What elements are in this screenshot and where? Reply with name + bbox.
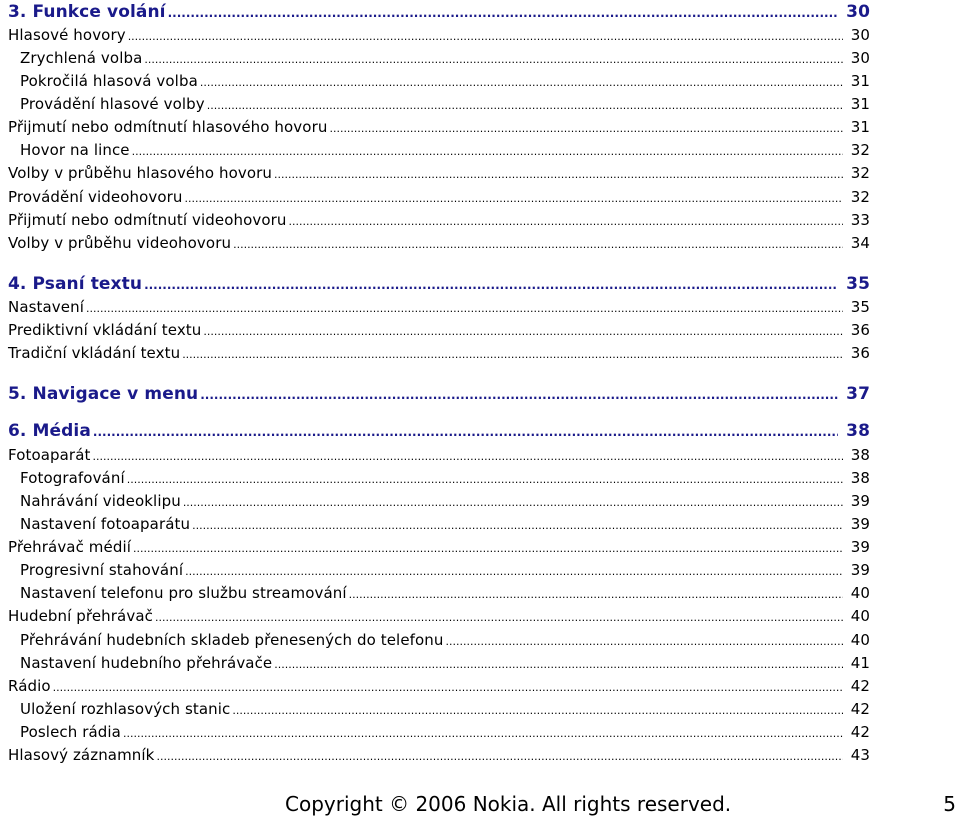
toc-dot-leader xyxy=(123,723,843,741)
toc-entry-title: Hudební přehrávač xyxy=(8,607,153,625)
toc-entry-title: Přehrávání hudebních skladeb přenesených do telefonu xyxy=(20,631,444,649)
toc-entry-title: Provádění hlasové volby xyxy=(20,95,205,113)
toc-entry[interactable] xyxy=(8,49,870,72)
toc-page-number: 38 xyxy=(850,446,870,464)
toc-page-number: 41 xyxy=(850,654,870,672)
toc-entry-title: Nastavení fotoaparátu xyxy=(20,515,191,533)
toc-entry[interactable] xyxy=(8,446,870,469)
toc-entry-title: Fotoaparát xyxy=(8,446,91,464)
toc-chapter[interactable] xyxy=(8,274,870,300)
toc-dot-leader xyxy=(144,274,838,294)
toc-entry-title: Uložení rozhlasových stanic xyxy=(20,700,231,718)
toc-dot-leader xyxy=(93,421,838,441)
toc-entry-title: Hovor na lince xyxy=(20,141,130,159)
toc-dot-leader xyxy=(183,492,843,510)
toc-chapter[interactable] xyxy=(8,421,870,447)
toc-page-number: 40 xyxy=(850,584,870,602)
toc-entry-title: Poslech rádia xyxy=(20,723,121,741)
toc-entry[interactable] xyxy=(8,164,870,187)
toc-page-number: 39 xyxy=(850,561,870,579)
toc-entry-title: Provádění videohovoru xyxy=(8,188,183,206)
toc-page-number: 34 xyxy=(850,234,870,252)
toc-dot-leader xyxy=(182,344,843,362)
toc-page-number: 33 xyxy=(850,211,870,229)
toc-entry-title: Tradiční vkládání textu xyxy=(8,344,181,362)
toc-entry-title: 3. Funkce volání xyxy=(8,2,166,22)
toc-page-number: 32 xyxy=(850,188,870,206)
toc-entry-title: Nastavení telefonu pro službu streamování xyxy=(20,584,347,602)
toc-entry-title: Pokročilá hlasová volba xyxy=(20,72,198,90)
toc-dot-leader xyxy=(203,321,842,339)
toc-entry[interactable] xyxy=(8,26,870,49)
page-number: 5 xyxy=(943,792,956,816)
toc-entry[interactable] xyxy=(8,700,870,723)
toc-entry[interactable] xyxy=(8,321,870,344)
toc-entry[interactable] xyxy=(8,188,870,211)
toc-page-number: 39 xyxy=(850,538,870,556)
toc-dot-leader xyxy=(53,677,843,695)
toc-entry-title: Přijmutí nebo odmítnutí hlasového hovoru xyxy=(8,118,328,136)
toc-entry-title: Volby v průběhu hlasového hovoru xyxy=(8,164,273,182)
toc-entry[interactable] xyxy=(8,344,870,367)
toc-entry-title: Prediktivní vkládání textu xyxy=(8,321,202,339)
toc-dot-leader xyxy=(349,584,843,602)
toc-dot-leader xyxy=(156,746,842,764)
toc-dot-leader xyxy=(274,164,843,182)
toc-page-number: 43 xyxy=(850,746,870,764)
toc-dot-leader xyxy=(207,95,843,113)
toc-dot-leader xyxy=(144,49,842,67)
toc-entry-title: Přehrávač médií xyxy=(8,538,131,556)
toc-entry-title: Nastavení hudebního přehrávače xyxy=(20,654,273,672)
toc-dot-leader xyxy=(446,631,843,649)
toc-entry[interactable] xyxy=(8,746,870,769)
toc-page-number: 31 xyxy=(850,118,870,136)
toc-page-number: 37 xyxy=(846,384,870,404)
toc-entry[interactable] xyxy=(8,584,870,607)
toc-entry-title: 4. Psaní textu xyxy=(8,274,143,294)
copyright-notice: Copyright © 2006 Nokia. All rights reserved. xyxy=(285,792,732,816)
toc-dot-leader xyxy=(200,384,838,404)
toc-page-number: 40 xyxy=(850,631,870,649)
toc-page-number: 35 xyxy=(850,298,870,316)
toc-entry[interactable] xyxy=(8,95,870,118)
toc-page-number: 42 xyxy=(850,723,870,741)
toc-page-number: 32 xyxy=(850,141,870,159)
toc-entry[interactable] xyxy=(8,515,870,538)
toc-page-number: 31 xyxy=(850,95,870,113)
toc-entry[interactable] xyxy=(8,538,870,561)
toc-entry[interactable] xyxy=(8,234,870,257)
toc-entry-title: Nastavení xyxy=(8,298,84,316)
toc-page-number: 40 xyxy=(850,607,870,625)
toc-entry[interactable] xyxy=(8,298,870,321)
toc-entry-title: Volby v průběhu videohovoru xyxy=(8,234,232,252)
toc-page-number: 31 xyxy=(850,72,870,90)
toc-dot-leader xyxy=(185,188,843,206)
toc-entry-title: Progresivní stahování xyxy=(20,561,184,579)
toc-entry[interactable] xyxy=(8,631,870,654)
toc-entry-title: Přijmutí nebo odmítnutí videohovoru xyxy=(8,211,287,229)
toc-entry-title: Nahrávání videoklipu xyxy=(20,492,181,510)
toc-dot-leader xyxy=(92,446,842,464)
toc-page-number: 39 xyxy=(850,515,870,533)
toc-entry-title: Zrychlená volba xyxy=(20,49,143,67)
toc-dot-leader xyxy=(127,469,843,487)
page-footer xyxy=(0,790,960,818)
toc-dot-leader xyxy=(132,141,843,159)
toc-dot-leader xyxy=(128,26,843,44)
toc-dot-leader xyxy=(274,654,842,672)
toc-dot-leader xyxy=(289,211,843,229)
toc-page-number: 32 xyxy=(850,164,870,182)
toc-dot-leader xyxy=(86,298,843,316)
toc-entry[interactable] xyxy=(8,607,870,630)
toc-entry[interactable] xyxy=(8,118,870,141)
toc-page-number: 30 xyxy=(846,2,870,22)
toc-chapter[interactable] xyxy=(8,2,870,28)
toc-entry-title: Hlasové hovory xyxy=(8,26,126,44)
toc-page-number: 42 xyxy=(850,677,870,695)
toc-dot-leader xyxy=(232,700,842,718)
toc-entry-title: Fotografování xyxy=(20,469,125,487)
toc-page-number: 38 xyxy=(850,469,870,487)
toc-entry-title: 6. Média xyxy=(8,421,91,441)
toc-page-number: 35 xyxy=(846,274,870,294)
toc-dot-leader xyxy=(133,538,843,556)
toc-dot-leader xyxy=(155,607,843,625)
toc-entry[interactable] xyxy=(8,723,870,746)
toc-dot-leader xyxy=(185,561,843,579)
toc-entry-title: Hlasový záznamník xyxy=(8,746,155,764)
toc-page-number: 30 xyxy=(850,26,870,44)
toc-page-number: 36 xyxy=(850,344,870,362)
toc-entry[interactable] xyxy=(8,469,870,492)
toc-page-number: 42 xyxy=(850,700,870,718)
toc-entry[interactable] xyxy=(8,72,870,95)
toc-dot-leader xyxy=(200,72,843,90)
toc-chapter[interactable] xyxy=(8,384,870,410)
toc-dot-leader xyxy=(168,2,839,22)
toc-entry-title: Rádio xyxy=(8,677,51,695)
toc-entry[interactable] xyxy=(8,492,870,515)
toc-dot-leader xyxy=(192,515,843,533)
toc-entry[interactable] xyxy=(8,141,870,164)
toc-entry[interactable] xyxy=(8,211,870,234)
toc-entry[interactable] xyxy=(8,677,870,700)
toc-entry[interactable] xyxy=(8,561,870,584)
toc-page-number: 39 xyxy=(850,492,870,510)
toc-page-number: 30 xyxy=(850,49,870,67)
toc-dot-leader xyxy=(329,118,842,136)
toc-dot-leader xyxy=(233,234,843,252)
toc-entry[interactable] xyxy=(8,654,870,677)
toc-page-number: 38 xyxy=(846,421,870,441)
toc-entry-title: 5. Navigace v menu xyxy=(8,384,199,404)
toc-page-number: 36 xyxy=(850,321,870,339)
